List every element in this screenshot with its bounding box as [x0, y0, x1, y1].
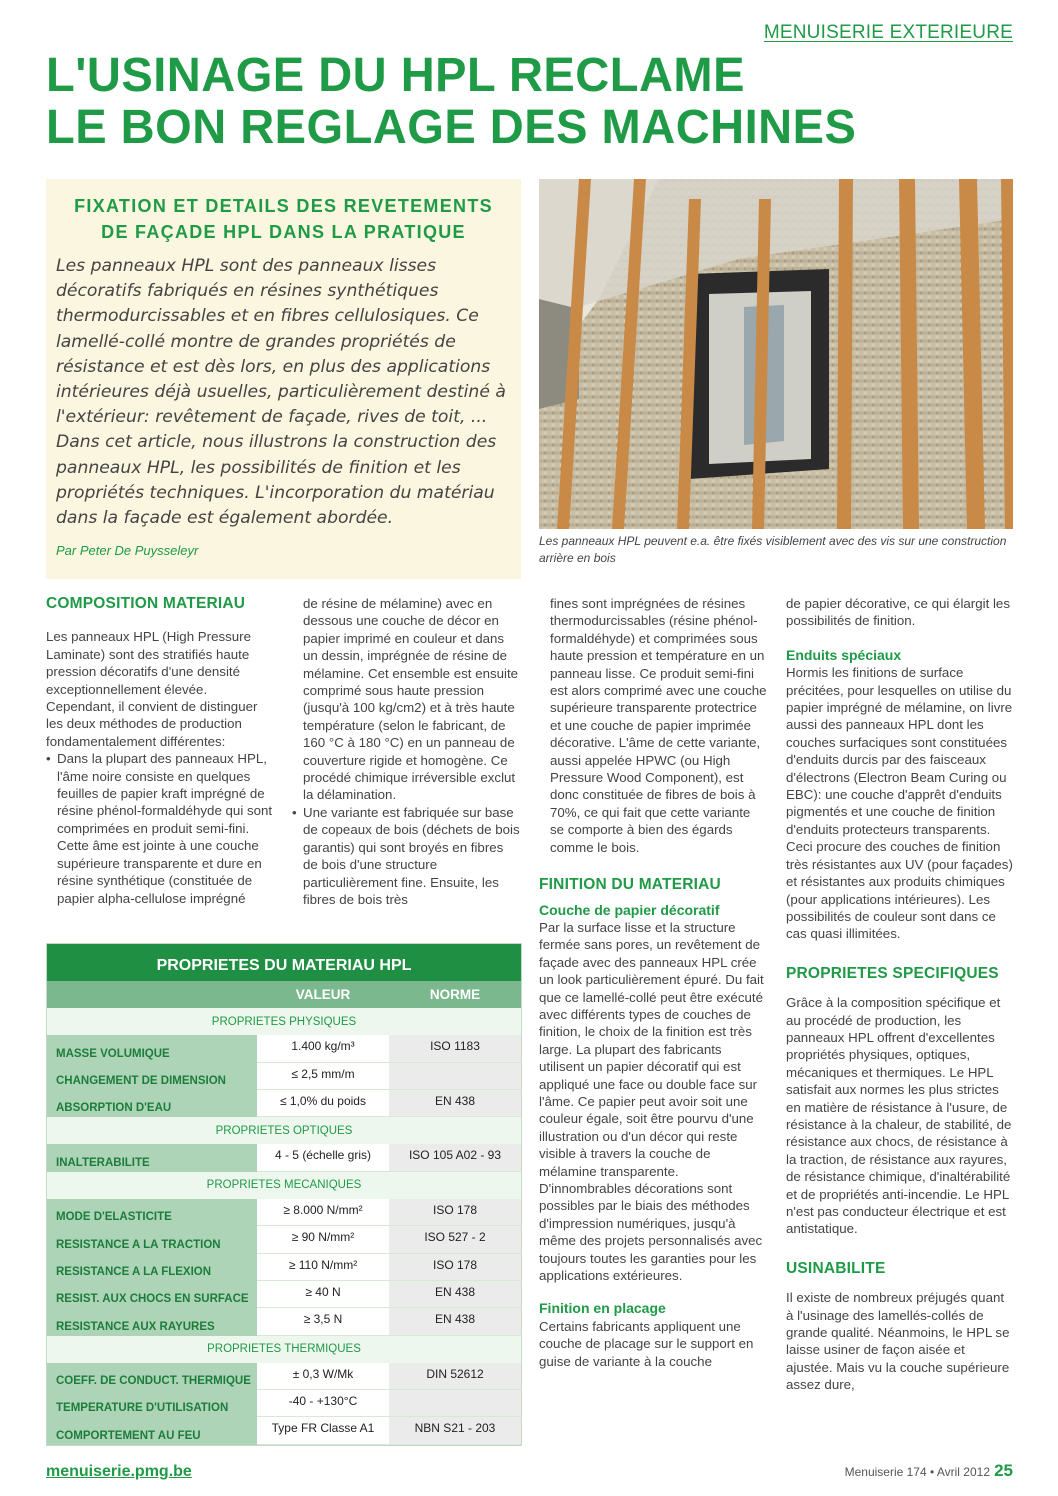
value-cell: 4 - 5 (échelle gris): [257, 1144, 389, 1171]
list-item: • Une variante est fabriquée sur base de copeaux de bois (déchets de bois garantis) qui sont broyés en fibres de bois d'une structure particulièrement fine. Ensuite, les fibres de bois très: [292, 804, 520, 908]
value-cell: ≥ 90 N/mm²: [257, 1226, 389, 1253]
value-cell: ≥ 8.000 N/mm²: [257, 1199, 389, 1226]
paragraph: Grâce à la composition spécifique et au procédé de production, les panneaux HPL offrent d'excellentes propriétés physiques, optiques, mécaniques et thermiques. Le HPL satisfait aux normes les plus strictes en matière de résistance à l'usure, de résistance à la chaleur, de stabilité, de résistance aux chocs, de résistance à la traction, de résistance aux rayures, de résistance chimique, d'inaltérabilité et de propriétés anti-incendie. Le HPL n'est pas conducteur électrique et est antistatique.: [786, 995, 1012, 1237]
subheading-placage: Finition en placage: [539, 1300, 666, 1317]
subheading-papier-decoratif: Couche de papier décoratif: [539, 901, 720, 918]
value-cell: ≤ 2,5 mm/m: [257, 1063, 389, 1090]
column-2: [292, 595, 520, 908]
value-cell: ≥ 3,5 N: [257, 1308, 389, 1335]
norm-cell: ISO 105 A02 - 93: [389, 1144, 521, 1171]
norm-cell: NBN S21 - 203: [389, 1417, 521, 1444]
value-cell: ≥ 40 N: [257, 1281, 389, 1308]
column-3: [539, 595, 767, 1370]
value-cell: ≤ 1,0% du poids: [257, 1090, 389, 1117]
table-row: [47, 1226, 521, 1253]
norm-cell: EN 438: [389, 1281, 521, 1308]
property-cell: RESIST. AUX CHOCS EN SURFACE: [47, 1281, 257, 1308]
paragraph: fines sont imprégnées de résines thermodurcissables (résine phénol-formaldéhyde) et comprimées sous haute pression et température en un panneau lisse. Ce produit semi-fini est alors comprimé avec une couche supérieure transparente protectrice et une couche de papier imprimée décorative. L'âme de cette variante, aussi appelée HPWC (ou High Pressure Wood Component), est donc constituée de fibres de bois à 70%, ce qui fait que cette variante se comporte à bien des égards comme le bois.: [550, 596, 767, 855]
title-line-2: LE BON REGLAGE DES MACHINES: [46, 101, 857, 154]
intro-text: Les panneaux HPL sont des panneaux lisses décoratifs fabriqués en résines synthétiques thermodurcissables et en fibres cellulosiques. Ce lamellé-collé montre de grandes propriétés de résistance et est dès lors, en plus des applications intérieures déjà usuelles, particulièrement destiné à l'extérieur: revêtement de façade, rives de toit, ... Dans cet article, nous illustrons la construction des panneaux HPL, les possibilités de finition et les propriétés techniques. L'incorporation du matériau dans la façade est également abordée.: [56, 256, 506, 529]
paragraph: Les panneaux HPL (High Pressure Laminate) sont des stratifiés haute pression décoratifs d'une densité exceptionnellement élevée. Cependant, il convient de distinguer les deux méthodes de production fondamentalement différentes:: [46, 629, 258, 749]
table-row: [47, 1417, 521, 1444]
property-cell: ABSORPTION D'EAU: [47, 1090, 257, 1117]
heading-composition: COMPOSITION MATERIAU: [46, 595, 246, 612]
property-cell: RESISTANCE A LA FLEXION: [47, 1254, 257, 1281]
value-cell: Type FR Classe A1: [257, 1417, 389, 1444]
table-title: PROPRIETES DU MATERIAU HPL: [47, 944, 521, 981]
intro-box: [46, 179, 521, 579]
intro-heading-line-1: FIXATION ET DETAILS DES REVETEMENTS: [74, 196, 493, 216]
column-1: [46, 595, 276, 907]
norm-cell: [389, 1063, 521, 1090]
table-row: [47, 1199, 521, 1226]
norm-cell: ISO 527 - 2: [389, 1226, 521, 1253]
heading-finition: FINITION DU MATERIAU: [539, 876, 721, 894]
table-row: [47, 1308, 521, 1335]
norm-cell: EN 438: [389, 1090, 521, 1117]
title-line-1: L'USINAGE DU HPL RECLAME: [46, 49, 745, 102]
property-cell: COMPORTEMENT AU FEU: [47, 1417, 257, 1444]
intro-heading: [46, 193, 521, 245]
list-item: • Dans la plupart des panneaux HPL, l'âme noire consiste en quelques feuilles de papier kraft imprégné de résine phénol-formaldéhyde qui sont comprimées en produit semi-fini. Cette âme est jointe à une couche supérieure transparente et dure en résine synthétique (constituée de papier alpha-cellulose imprégné: [46, 750, 276, 907]
properties-table: [46, 943, 522, 1446]
facade-photo: [539, 179, 1013, 529]
table-row: [47, 1363, 521, 1390]
value-cell: 1.400 kg/m³: [257, 1035, 389, 1062]
subheading-enduits: Enduits spéciaux: [786, 646, 902, 663]
paragraph: de papier décorative, ce qui élargit les possibilités de finition.: [786, 596, 1010, 629]
norm-cell: ISO 178: [389, 1254, 521, 1281]
heading-proprietes: PROPRIETES SPECIFIQUES: [786, 964, 999, 982]
column-4: [786, 595, 1014, 1394]
section-tag: MENUISERIE EXTERIEURE: [763, 22, 1013, 43]
norm-cell: EN 438: [389, 1308, 521, 1335]
paragraph: Il existe de nombreux préjugés quant à l'usinage des lamellés-collés de grande qualité. Néanmoins, le HPL se laisse usiner de façon aisée et ajustée. Mais vu la couche supérieure assez dure,: [786, 1290, 1010, 1393]
author-byline: Par Peter De Puysseleyr: [56, 543, 199, 558]
paragraph: Certains fabricants appliquent une couche de placage sur le support en guise de variante à la couche: [539, 1318, 754, 1369]
table-group-row: PROPRIETES THERMIQUES: [47, 1336, 521, 1363]
property-cell: COEFF. DE CONDUCT. THERMIQUE: [47, 1363, 257, 1390]
value-cell: ± 0,3 W/Mk: [257, 1363, 389, 1390]
value-cell: ≥ 110 N/mm²: [257, 1254, 389, 1281]
property-cell: INALTERABILITE: [47, 1144, 257, 1171]
table-group-row: PROPRIETES OPTIQUES: [47, 1117, 521, 1144]
paragraph: de résine de mélamine) avec en dessous une couche de décor en papier imprimé en couleur et dans un dessin, imprégnée de résine de mélamine. Cet ensemble est ensuite comprimé sous haute pression (jusqu'à 100 kg/cm2) et à très haute température (selon le fabricant, de 160 °C à 180 °C) en un panneau de couverture rigide et homogène. Ce procédé chimique irréversible exclut la délamination.: [303, 596, 519, 803]
footer-site-link[interactable]: menuiserie.pmg.be: [46, 1463, 192, 1480]
value-cell: -40 - +130°C: [257, 1390, 389, 1417]
table-row: [47, 1281, 521, 1308]
page-title: [46, 50, 1006, 154]
table-row: [47, 1090, 521, 1117]
norm-cell: DIN 52612: [389, 1363, 521, 1390]
page-number: 25: [994, 1461, 1013, 1480]
table-body: [47, 1008, 521, 1445]
table-group-row: PROPRIETES PHYSIQUES: [47, 1008, 521, 1035]
property-cell: CHANGEMENT DE DIMENSION: [47, 1063, 257, 1090]
table-group-row: PROPRIETES MECANIQUES: [47, 1172, 521, 1199]
paragraph: Par la surface lisse et la structure fermée sans pores, un revêtement de façade avec des panneaux HPL crée un look particulièrement épuré. Du fait que ce lamellé-collé peut être exécuté avec différents types de couches de finition, le choix de la finition est très large. La plupart des fabricants utilisent un papier décoratif qui est appliqué une face ou double face sur l'âme. Ce papier peut avoir soit une couleur égale, soit être pourvu d'une illustration ou d'un décor qui reste visible à travers la couche de mélamine transparente. D'innombrables décorations sont possibles par le biais des méthodes d'impression numériques, jusqu'à même des projets personnalisés avec toujours toutes les garanties pour les applications extérieures.: [539, 919, 764, 1284]
property-cell: MASSE VOLUMIQUE: [47, 1035, 257, 1062]
footer-issue: Menuiserie 174 • Avril 2012: [844, 1465, 990, 1479]
table-row: [47, 1254, 521, 1281]
table-row: [47, 1144, 521, 1171]
property-cell: TEMPERATURE D'UTILISATION: [47, 1390, 257, 1417]
table-header-row: [47, 981, 521, 1008]
norm-cell: ISO 1183: [389, 1035, 521, 1062]
intro-heading-line-2: DE FAÇADE HPL DANS LA PRATIQUE: [101, 222, 466, 242]
property-cell: RESISTANCE A LA TRACTION: [47, 1226, 257, 1253]
photo-caption: Les panneaux HPL peuvent e.a. être fixés visiblement avec des vis sur une construction arrière en bois: [539, 534, 1007, 565]
column-header-valeur: VALEUR: [295, 987, 351, 1002]
property-cell: MODE D'ELASTICITE: [47, 1199, 257, 1226]
norm-cell: [389, 1390, 521, 1417]
property-cell: RESISTANCE AUX RAYURES: [47, 1308, 257, 1335]
table-row: [47, 1063, 521, 1090]
heading-usinabilite: USINABILITE: [786, 1259, 886, 1277]
table-row: [47, 1035, 521, 1062]
norm-cell: ISO 178: [389, 1199, 521, 1226]
column-header-norme: NORME: [429, 987, 481, 1002]
table-row: [47, 1390, 521, 1417]
paragraph: Hormis les finitions de surface précitées, pour lesquelles on utilise du papier imprégné de mélamine, on livre aussi des panneaux HPL dont les couches surfaciques sont constituées d'enduits durcis par des faisceaux d'électrons (Electron Beam Curing ou EBC): une couche d'apprêt d'enduits pigmentés et une couche de finition d'enduits protecteurs transparents. Ceci procure des couches de finition très résistantes aux UV (pour façades) et résistantes aux produits chimiques (pour applications intérieures). Les possibilités de couleur sont dans ce cas quasi illimitées.: [786, 665, 1013, 942]
